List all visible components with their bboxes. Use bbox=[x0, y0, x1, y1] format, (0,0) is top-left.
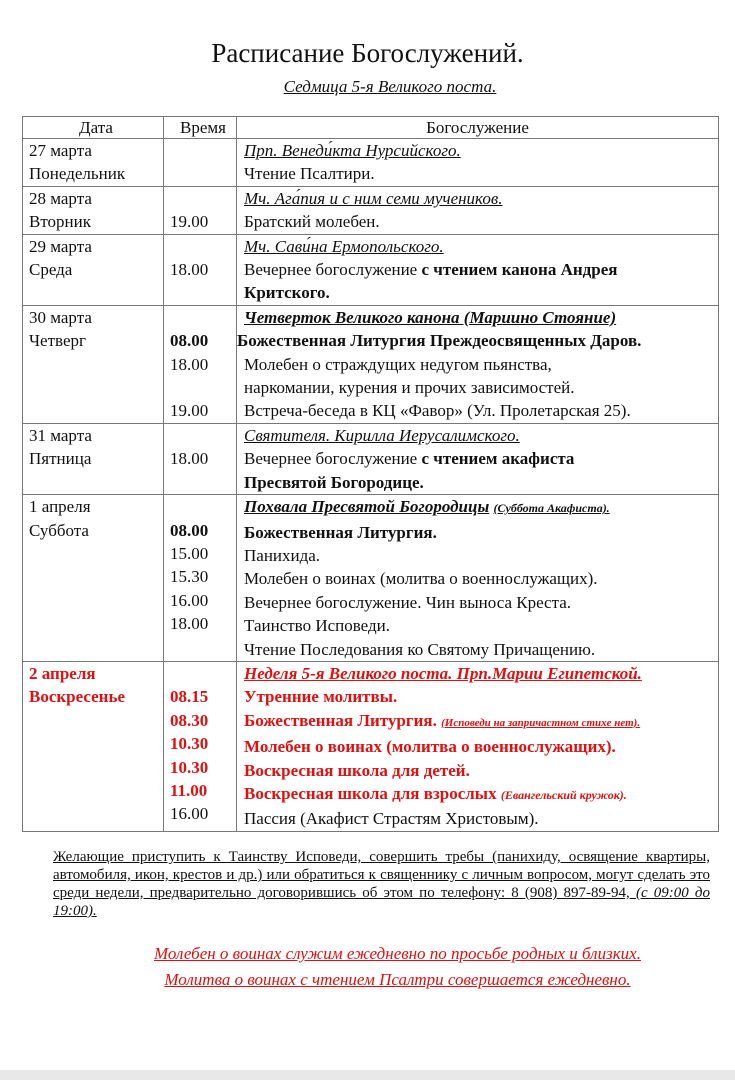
contact-note-hours: (с 09:00 до 19:00). bbox=[53, 885, 710, 919]
row-service: Божественная Литургия. bbox=[244, 522, 437, 542]
row-time: 08.15 bbox=[170, 687, 209, 707]
row-weekday: Суббота bbox=[29, 520, 89, 540]
contact-note-text: Желающие приступить к Таинству Исповеди, совершить требы (панихиду, освящение квартиры, автомобиля, икон, крестов и др.) или обратиться к священнику с личным вопросом, могут сделать это среди недели, предварительно договорившись об этом по телефону: 8 (908) 897-89-94, bbox=[53, 849, 710, 901]
row-service: Молебен о воинах (молитва о военнослужащих). bbox=[244, 737, 616, 757]
row-time: 10.30 bbox=[170, 757, 209, 777]
row-time: 08.00 bbox=[170, 520, 209, 540]
row-time: 16.00 bbox=[170, 590, 209, 610]
row-time: 19.00 bbox=[170, 212, 209, 232]
row-feast: Святителя. Кирилла Иерусалимского. bbox=[244, 425, 520, 445]
row-feast: Прп. Венеди́кта Нурсийского. bbox=[244, 141, 461, 160]
header-service: Богослужение bbox=[237, 117, 719, 139]
table-row bbox=[23, 234, 719, 305]
row-feast: Неделя 5-я Великого поста. Прп.Марии Египетской. bbox=[244, 663, 642, 683]
row-service: Утренние молитвы. bbox=[244, 687, 398, 707]
header-time: Время bbox=[164, 117, 237, 139]
row-service-text: Божественная Литургия. bbox=[244, 710, 437, 730]
row-service bbox=[244, 709, 718, 735]
row-service: Молебен о страждущих недугом пьянства, bbox=[244, 354, 552, 374]
row-weekday: Пятница bbox=[29, 449, 92, 469]
row-date: 30 марта bbox=[29, 307, 92, 327]
row-weekday: Среда bbox=[29, 260, 73, 280]
row-feast: Мч. Ага́пия и с ним семи мучеников. bbox=[244, 188, 503, 208]
row-weekday: Понедельник bbox=[29, 164, 126, 184]
row-service: Чтение Псалтири. bbox=[244, 164, 375, 184]
table-row bbox=[23, 186, 719, 234]
row-feast-note: (Суббота Акафиста). bbox=[493, 501, 610, 516]
row-service-bold: с чтением канона Андрея bbox=[421, 260, 618, 280]
page-subtitle: Седмица 5-я Великого поста. bbox=[283, 77, 497, 96]
row-service: Братский молебен. bbox=[244, 212, 380, 232]
row-feast: Мч. Сави́на Ермопольского. bbox=[244, 236, 444, 256]
row-weekday: Воскресенье bbox=[29, 687, 126, 707]
row-time: 19.00 bbox=[170, 401, 209, 421]
row-service: Панихида. bbox=[244, 545, 321, 565]
row-service-text: Вечернее богослужение bbox=[244, 449, 422, 469]
row-service-cont: Критского. bbox=[244, 283, 330, 303]
row-time: 10.30 bbox=[170, 734, 209, 754]
row-weekday: Вторник bbox=[29, 212, 91, 232]
table-row bbox=[23, 305, 719, 423]
row-weekday: Четверг bbox=[29, 331, 86, 351]
row-time: 08.30 bbox=[170, 710, 209, 730]
row-service: Воскресная школа для детей. bbox=[244, 760, 470, 780]
row-service-note: (Евангельский кружок). bbox=[500, 787, 627, 802]
table-row bbox=[23, 423, 719, 494]
row-date: 28 марта bbox=[29, 188, 92, 208]
row-service-text: Воскресная школа для взрослых bbox=[244, 783, 497, 803]
table-row bbox=[23, 495, 719, 662]
row-feast-text: Похвала Пресвятой Богородицы bbox=[244, 497, 490, 517]
row-date: 31 марта bbox=[29, 425, 92, 445]
row-time: 18.00 bbox=[170, 449, 209, 469]
row-date: 27 марта bbox=[29, 141, 92, 160]
bottom-bar bbox=[0, 1070, 735, 1080]
contact-note bbox=[53, 848, 710, 920]
row-service-cont: наркомании, курения и прочих зависимостей. bbox=[244, 378, 575, 398]
header-date: Дата bbox=[23, 117, 164, 139]
row-date: 29 марта bbox=[29, 236, 92, 256]
row-service: Встреча-беседа в КЦ «Фавор» (Ул. Пролетарская 25). bbox=[244, 401, 631, 421]
row-time: 18.00 bbox=[170, 354, 209, 374]
table-header-row bbox=[23, 117, 719, 139]
row-date: 1 апреля bbox=[29, 497, 91, 517]
row-time: 16.00 bbox=[170, 804, 209, 824]
row-service bbox=[244, 782, 718, 807]
row-service-bold: с чтением акафиста bbox=[421, 449, 575, 469]
row-service bbox=[244, 258, 718, 281]
row-service: Божественная Литургия Преждеосвященных Даров. bbox=[237, 331, 642, 351]
table-row bbox=[23, 661, 719, 831]
row-time: 18.00 bbox=[170, 614, 209, 634]
schedule-table bbox=[22, 116, 719, 832]
row-service: Пассия (Акафист Страстям Христовым). bbox=[244, 809, 539, 829]
row-service: Молебен о воинах (молитва о военнослужащих). bbox=[244, 569, 598, 589]
row-time: 15.30 bbox=[170, 567, 209, 587]
row-service-note: (Исповеди на запричастном стихе нет). bbox=[441, 716, 641, 729]
footer-line-2: Молитва о воинах с чтением Псалтри совершается ежедневно. bbox=[164, 970, 631, 989]
row-service bbox=[244, 447, 718, 470]
row-service: Вечернее богослужение. Чин выноса Креста. bbox=[244, 592, 572, 612]
row-time: 08.00 bbox=[170, 331, 209, 351]
page-title: Расписание Богослужений. bbox=[211, 38, 524, 68]
table-row bbox=[23, 139, 719, 187]
row-feast: Четверток Великого канона (Мариино Стояние) bbox=[244, 307, 617, 327]
row-service-text: Вечернее богослужение bbox=[244, 260, 422, 280]
footer-line-1: Молебен о воинах служим ежедневно по просьбе родных и близких. bbox=[154, 944, 641, 963]
row-time: 11.00 bbox=[170, 780, 208, 800]
row-service: Таинство Исповеди. bbox=[244, 616, 391, 636]
row-service: Чтение Последования ко Святому Причащению. bbox=[244, 639, 596, 659]
row-feast bbox=[244, 495, 718, 520]
row-time: 15.00 bbox=[170, 543, 209, 563]
row-time: 18.00 bbox=[170, 260, 209, 280]
row-service-cont: Пресвятой Богородице. bbox=[244, 472, 424, 492]
row-date: 2 апреля bbox=[29, 663, 96, 683]
